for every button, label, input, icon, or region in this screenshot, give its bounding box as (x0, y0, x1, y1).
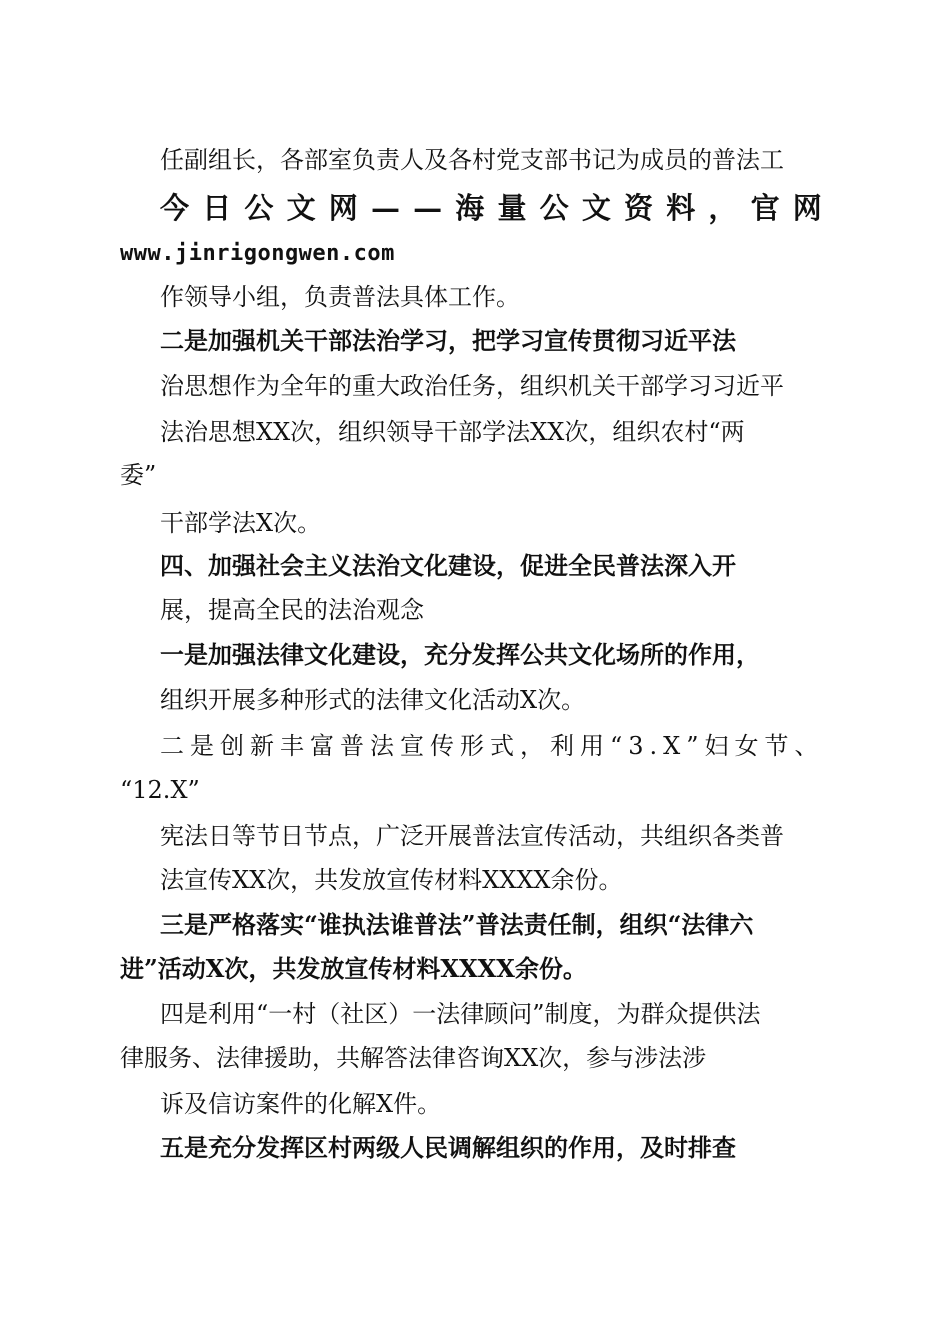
banner-char: 今 (160, 191, 190, 225)
banner-char: — (413, 191, 443, 225)
text-line: 诉及信访案件的化解X件。 (160, 1090, 442, 1118)
text-line: 律服务、法律援助，共解答法律咨询XX次，参与涉法涉 (120, 1044, 707, 1072)
text-line: 作领导小组，负责普法具体工作。 (160, 283, 520, 311)
text-line: “12.X” (120, 776, 200, 804)
watermark-banner (160, 188, 822, 228)
text-line: 任副组长，各部室负责人及各村党支部书记为成员的普法工 (160, 146, 784, 174)
section-heading-continued: 展，提高全民的法治观念 (160, 596, 424, 624)
banner-char: 网 (792, 191, 822, 225)
text-line: 二是创新丰富普法宣传形式，利用“3.X”妇女节、 (160, 732, 825, 760)
banner-char: 料 (666, 191, 696, 225)
text-line: 法治思想XX次，组织领导干部学法XX次，组织农村“两 (160, 418, 745, 446)
banner-char: 量 (497, 191, 527, 225)
banner-char: — (370, 191, 400, 225)
banner-char: 资 (624, 191, 654, 225)
text-line: 五是充分发挥区村两级人民调解组织的作用，及时排查 (160, 1133, 736, 1162)
banner-char: 网 (328, 191, 358, 225)
banner-char: 官 (750, 191, 780, 225)
text-line: 四是利用“一村（社区）一法律顾问”制度，为群众提供法 (160, 1000, 761, 1028)
website-url: www.jinrigongwen.com (120, 241, 395, 266)
text-line: 干部学法X次。 (160, 509, 322, 537)
banner-char: ， (708, 191, 738, 225)
banner-char: 日 (202, 191, 232, 225)
text-line: 宪法日等节日节点，广泛开展普法宣传活动，共组织各类普 (160, 822, 784, 850)
banner-char: 文 (581, 191, 611, 225)
text-line: 进”活动X次，共发放宣传材料XXXX余份。 (120, 954, 587, 983)
text-line: 一是加强法律文化建设，充分发挥公共文化场所的作用， (160, 640, 760, 669)
text-line: 委” (120, 461, 157, 489)
section-heading: 四、加强社会主义法治文化建设，促进全民普法深入开 (160, 551, 736, 580)
banner-char: 文 (286, 191, 316, 225)
banner-char: 公 (539, 191, 569, 225)
text-line: 二是加强机关干部法治学习，把学习宣传贯彻习近平法 (160, 326, 736, 355)
text-line: 法宣传XX次，共发放宣传材料XXXX余份。 (160, 866, 623, 894)
text-line: 组织开展多种形式的法律文化活动X次。 (160, 686, 586, 714)
text-line: 三是严格落实“谁执法谁普法”普法责任制，组织“法律六 (160, 910, 754, 939)
text-line: 治思想作为全年的重大政治任务，组织机关干部学习习近平 (160, 372, 784, 400)
banner-char: 海 (455, 191, 485, 225)
banner-char: 公 (244, 191, 274, 225)
